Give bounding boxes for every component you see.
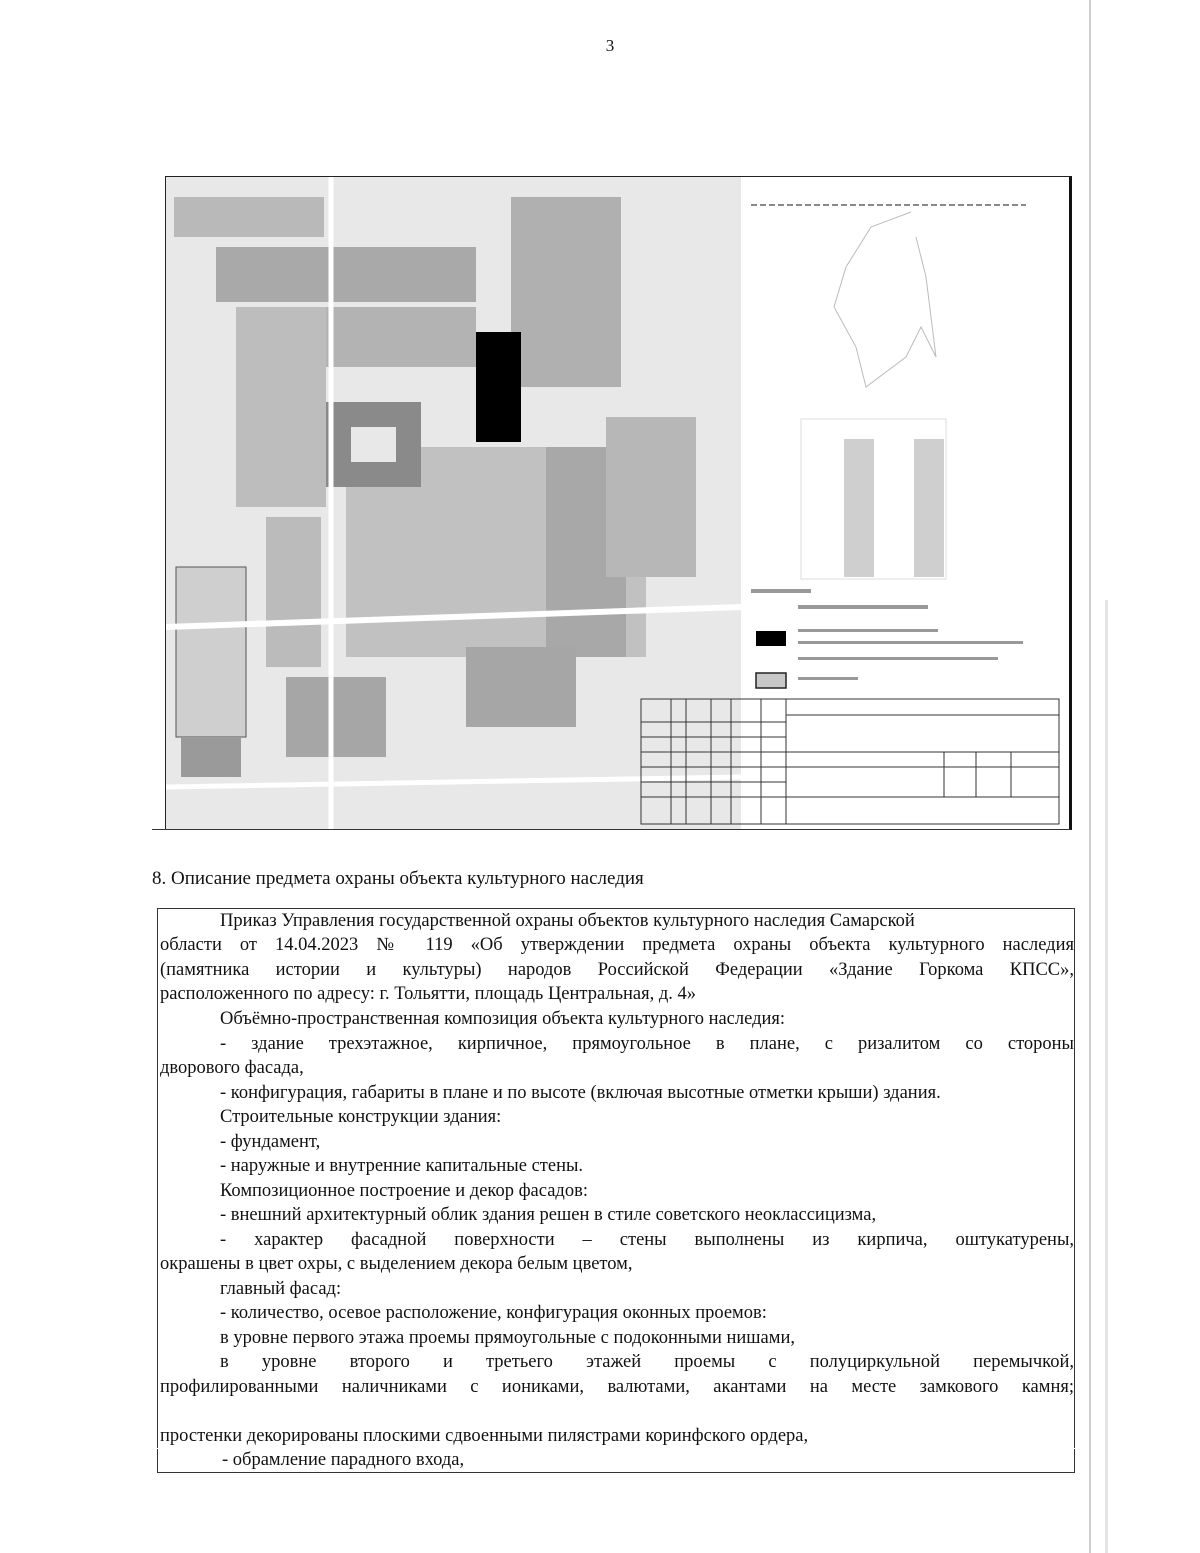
page-number: 3 — [605, 36, 615, 55]
courtyard — [351, 427, 396, 462]
text-line: расположенного по адресу: г. Тольятти, площадь Центральная, д. 4» — [160, 984, 697, 1004]
block — [176, 567, 246, 737]
legend-text-bar — [798, 657, 998, 660]
legend-text-bar — [798, 641, 1023, 644]
text-line: Приказ Управления государственной охраны объектов культурного наследия Самарской — [220, 911, 915, 931]
text-line: - здание трехэтажное, кирпичное, прямоугольное в плане, с ризалитом со стороны — [220, 1034, 1074, 1054]
coordinate-column — [914, 439, 944, 577]
text-line: в уровне первого этажа проемы прямоугольные с подоконными нишами, — [220, 1328, 795, 1348]
text-line: Композиционное построение и декор фасадов: — [220, 1181, 588, 1201]
block — [511, 197, 621, 387]
coordinate-column — [844, 439, 874, 577]
text-line: простенки декорированы плоскими сдвоенными пилястрами коринфского ордера, — [157, 1425, 1075, 1448]
block — [181, 737, 241, 777]
scan-edge-shadow — [1105, 600, 1108, 1553]
block — [266, 517, 321, 667]
text-line: Строительные конструкции здания: — [220, 1107, 502, 1127]
text-line: в уровне второго и третьего этажей проемы с полуциркульной перемычкой, — [220, 1352, 1074, 1372]
okn-building — [476, 332, 521, 442]
text-line: - обрамление парадного входа, — [157, 1449, 1075, 1473]
legend-text-bar — [751, 589, 811, 593]
legend-text-bar — [798, 677, 858, 680]
text-line: (памятника истории и культуры) народов Российской Федерации «Здание Горкома КПСС», — [160, 960, 1074, 980]
text-line: - характер фасадной поверхности – стены выполнены из кирпича, оштукатурены, — [220, 1230, 1074, 1250]
legend-text-bar — [798, 605, 928, 609]
legend-symbol-okn — [756, 631, 786, 646]
text-line: - наружные и внутренние капитальные стены. — [220, 1156, 584, 1176]
text-line: - количество, осевое расположение, конфигурация оконных проемов: — [220, 1303, 767, 1323]
block — [216, 247, 476, 302]
site-plan-drawing — [166, 177, 1069, 829]
protection-subject-table — [157, 908, 1075, 1425]
text-line: - фундамент, — [220, 1132, 321, 1152]
text-line: окрашены в цвет охры, с выделением декора белым цветом, — [160, 1254, 633, 1274]
block — [466, 647, 576, 727]
text-line: дворового фасада, — [160, 1058, 304, 1078]
block — [606, 417, 696, 577]
section-heading: 8. Описание предмета охраны объекта культурного наследия — [152, 868, 644, 889]
text-line: - конфигурация, габариты в плане и по высоте (включая высотные отметки крыши) здания. — [220, 1083, 941, 1103]
site-plan-map — [165, 176, 1072, 830]
legend-symbol-territory — [756, 673, 786, 688]
block — [286, 677, 386, 757]
block — [174, 197, 324, 237]
map-bottom-rule — [152, 829, 1070, 830]
text-line: - внешний архитектурный облик здания решен в стиле советского неоклассицизма, — [220, 1205, 877, 1225]
block — [236, 307, 326, 507]
text-line: профилированными наличниками с иониками, валютами, акантами на месте замкового камня; — [160, 1377, 1074, 1397]
scan-edge — [1089, 0, 1091, 1553]
legend-text-bar — [798, 629, 938, 632]
block — [326, 307, 476, 367]
text-line: Объёмно-пространственная композиция объекта культурного наследия: — [220, 1009, 786, 1029]
text-line: главный фасад: — [220, 1279, 342, 1299]
text-line: области от 14.04.2023 № 119 «Об утверждении предмета охраны объекта культурного наследия — [160, 935, 1074, 955]
legend-area — [741, 177, 1069, 829]
